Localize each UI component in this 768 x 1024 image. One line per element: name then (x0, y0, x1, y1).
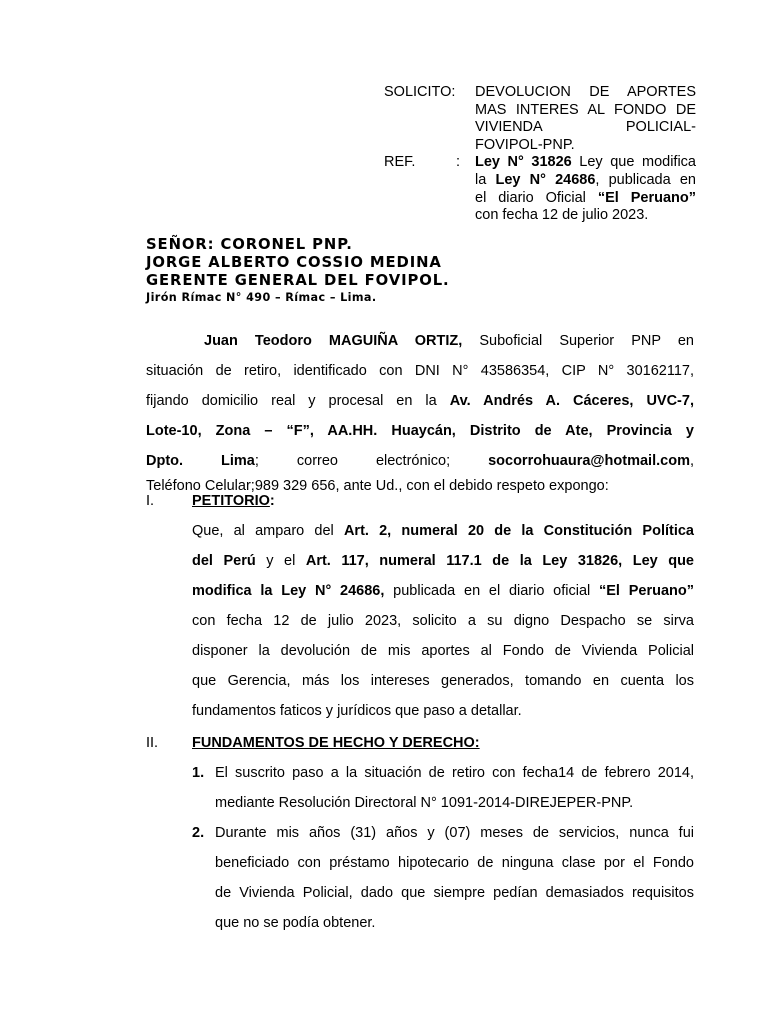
ref-colon: : (456, 154, 461, 171)
addressee-name: JORGE ALBERTO COSSIO MEDINA (146, 254, 442, 271)
petitorio-line-7: fundamentos faticos y jurídicos que paso a detallar. (192, 703, 522, 719)
ref-line-3 (475, 190, 696, 208)
ref-line-2 (475, 172, 696, 190)
email-address: socorrohuaura@hotmail.com (488, 453, 690, 469)
intro-line-4: Lote-10, Zona – “F”, AA.HH. Huaycán, Distrito de Ate, Provincia y (146, 423, 694, 439)
petitorio-line-4: con fecha 12 de julio 2023, solicito a su digno Despacho se sirva (192, 613, 694, 629)
item-1-line-1: El suscrito paso a la situación de retiro con fecha14 de febrero 2014, (215, 765, 694, 781)
ref-newspaper: “El Peruano” (597, 189, 696, 206)
addressee-title: SEÑOR: CORONEL PNP. (146, 236, 353, 253)
ref-line-2-text: , publicada en (595, 171, 696, 188)
address-street: Av. Andrés A. Cáceres, UVC-7, (449, 393, 694, 409)
section-1-title (192, 486, 275, 516)
petitorio-line-1 (192, 516, 694, 546)
ref-block (384, 154, 696, 224)
item-2-line-1: Durante mis años (31) años y (07) meses de servicios, nunca fui (215, 825, 694, 841)
intro-line-6: Teléfono Celular;989 329 656, ante Ud., con el debido respeto expongo: (146, 478, 609, 494)
addressee-block (146, 236, 450, 306)
ref-line-1 (475, 154, 696, 172)
section-1-numeral: I. (146, 493, 155, 509)
petitorio-country: del Perú (192, 553, 256, 569)
ref-law-24686: Ley N° 24686 (495, 171, 596, 188)
addressee-address: Jirón Rímac N° 490 – Rímac – Lima. (146, 291, 377, 304)
request-header (384, 84, 696, 225)
ref-line-1-text: Ley que modifica (571, 154, 696, 171)
petitorio-line-2 (192, 546, 694, 576)
section-1-title-text: PETITORIO (192, 493, 270, 509)
intro-line-5-text: ; correo electrónico; (254, 453, 489, 469)
item-1-number: 1. (192, 765, 205, 781)
petitorio-line-5: disponer la devolución de mis aportes al Fondo de Vivienda Policial (192, 643, 694, 659)
ref-line-4: con fecha 12 de julio 2023. (475, 207, 649, 224)
item-1 (215, 758, 694, 818)
intro-line-3-text: fijando domicilio real y procesal en la (146, 393, 450, 409)
solicito-line: VIVIENDA POLICIAL- (475, 119, 696, 136)
section-1-title-colon: : (269, 493, 275, 509)
item-2-number: 2. (192, 825, 205, 841)
solicito-label: SOLICITO: (384, 84, 456, 100)
petitorio-constitution-ref: Art. 2, numeral 20 de la Constitución Política (343, 523, 694, 539)
petitorio-paragraph (192, 516, 694, 726)
petitorio-line-1-text: Que, al amparo del (192, 523, 344, 539)
petitorio-law-mod: modifica la Ley N° 24686, (192, 583, 385, 599)
ref-label: REF. (384, 154, 416, 171)
petitorio-newspaper: “El Peruano” (599, 583, 694, 599)
intro-line-2: situación de retiro, identificado con DNI N° 43586354, CIP N° 30162117, (146, 363, 694, 379)
item-1-line-2: mediante Resolución Directoral N° 1091-2014-DIREJEPER-PNP. (215, 795, 634, 811)
petitorio-line-3-text: publicada en el diario oficial (384, 583, 600, 599)
petitorio-line-6: que Gerencia, más los intereses generados, tomando en cuenta los (192, 673, 694, 689)
petitorio-law-ref: Art. 117, numeral 117.1 de la Ley 31826, Ley que (305, 553, 694, 569)
intro-line-5-end: , (689, 453, 694, 469)
ref-law-31826: Ley N° 31826 (475, 154, 572, 171)
item-2-line-2: beneficiado con préstamo hipotecario de ninguna clase por el Fondo (215, 855, 694, 871)
petitioner-name: Juan Teodoro MAGUIÑA ORTIZ, (204, 333, 463, 349)
solicito-line: FOVIPOL-PNP. (475, 136, 575, 153)
intro-line-5 (146, 446, 694, 476)
intro-line-1-text: Suboficial Superior PNP en (462, 333, 694, 349)
solicito-line: MAS INTERES AL FONDO DE (475, 101, 696, 118)
item-2 (215, 818, 694, 938)
section-2-numeral: II. (146, 735, 159, 751)
section-2-title: FUNDAMENTOS DE HECHO Y DERECHO: (192, 735, 480, 751)
intro-paragraph (146, 326, 694, 496)
ref-line-2-pre: la (475, 171, 496, 188)
intro-line-1 (146, 326, 694, 356)
ref-line-3-pre: el diario Oficial (475, 189, 598, 206)
petitorio-line-3 (192, 576, 694, 606)
address-dept: Dpto. Lima (146, 453, 255, 469)
solicito-block (384, 84, 696, 154)
addressee-position: GERENTE GENERAL DEL FOVIPOL. (146, 272, 450, 289)
solicito-line: DEVOLUCION DE APORTES (475, 84, 696, 100)
petitorio-line-2-text: y el (255, 553, 306, 569)
intro-line-3 (146, 386, 694, 416)
item-2-line-3: de Vivienda Policial, dado que siempre pedían demasiados requisitos (215, 885, 694, 901)
item-2-line-4: que no se podía obtener. (215, 915, 376, 931)
